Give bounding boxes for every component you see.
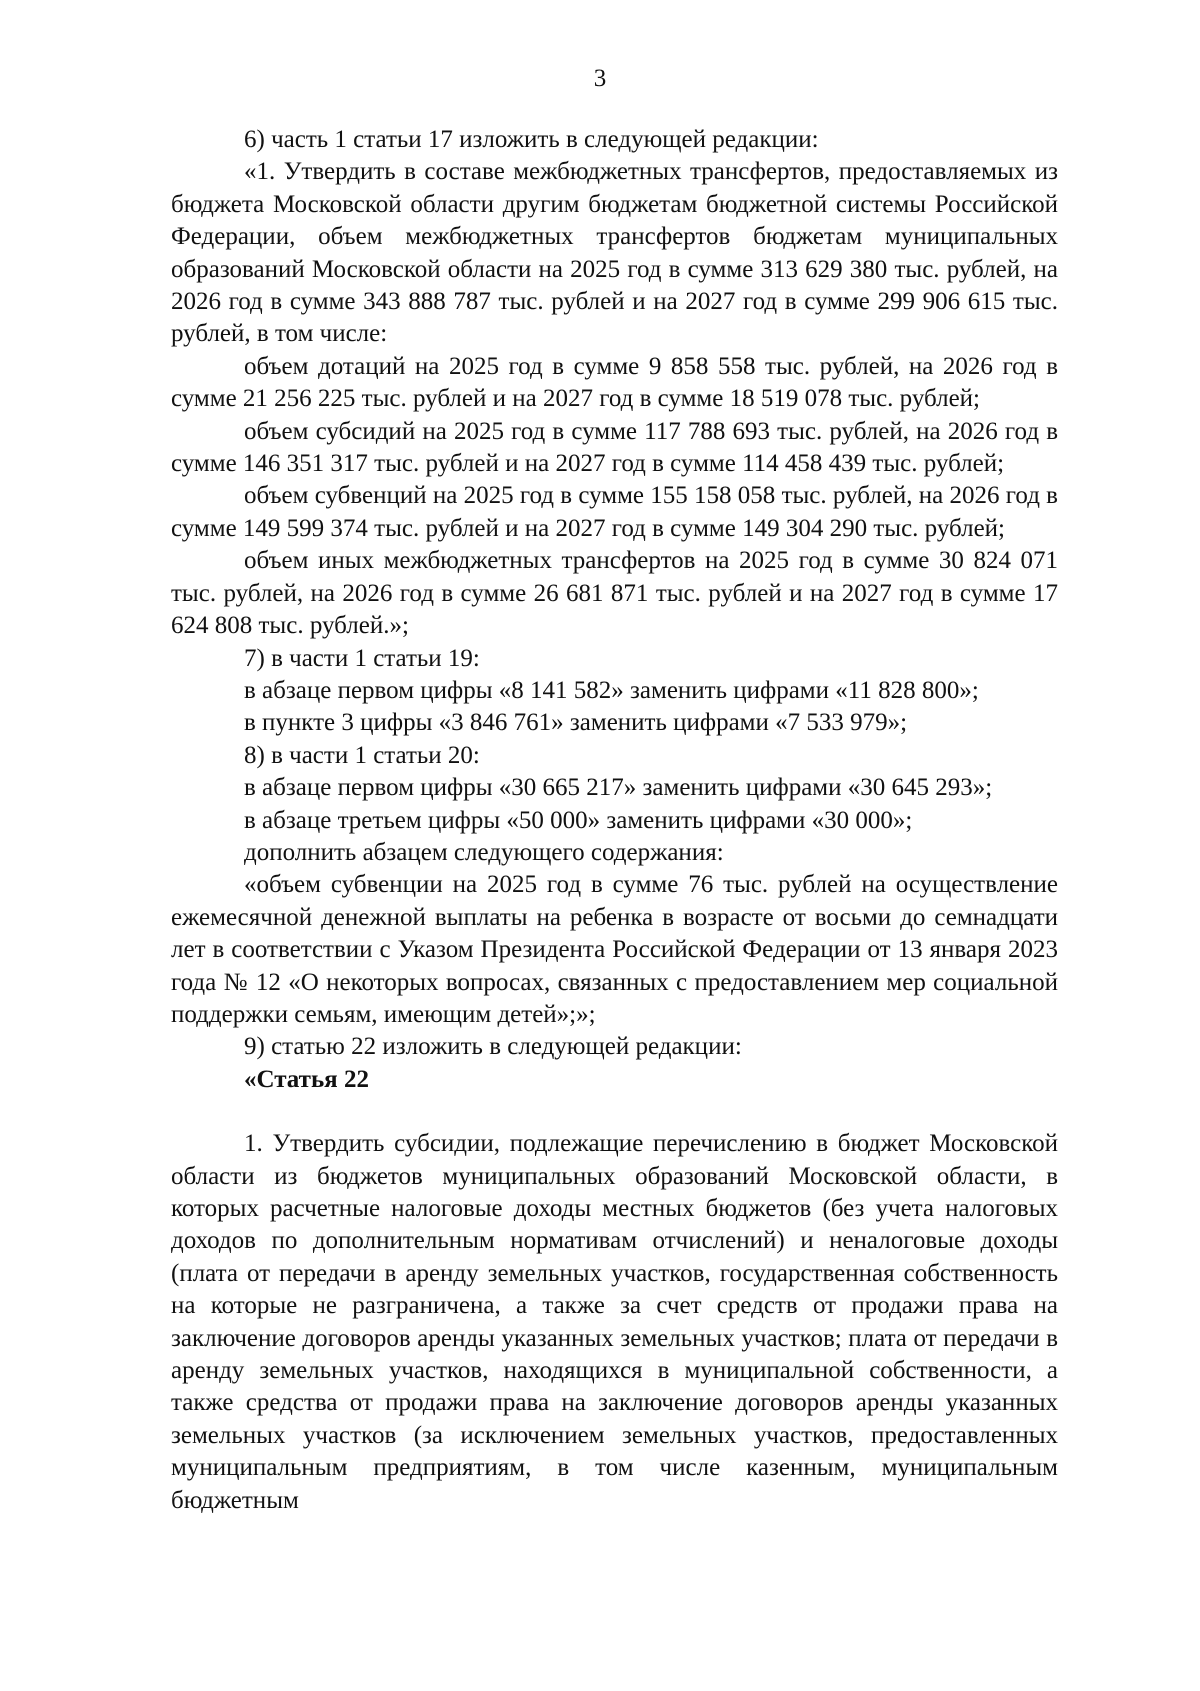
paragraph-item-9: 9) статью 22 изложить в следующей редакции: <box>244 1033 742 1061</box>
paragraph-subvention-76: «объем субвенции на 2025 год в сумме 76 тыс. рублей на осуществление ежемесячной денежной выплаты на ребенка в возрасте от восьми до семнадцати лет в соответствии с Указом Президента Российской Федерации от 13 января 2023 года № 12 «О некоторых вопросах, связанных с предоставлением мер социальной поддержки семьям, имеющим детей»;»; <box>171 871 1058 1028</box>
paragraph-item-8: 8) в части 1 статьи 20: <box>244 741 480 769</box>
paragraph-item-8-supplement: дополнить абзацем следующего содержания: <box>244 838 724 866</box>
paragraph-item-6: 6) часть 1 статьи 17 изложить в следующей редакции: <box>244 126 819 153</box>
paragraph-item-7-point-3: в пункте 3 цифры «3 846 761» заменить цифрами «7 533 979»; <box>244 709 908 737</box>
paragraph-item-7: 7) в части 1 статьи 19: <box>244 644 480 672</box>
paragraph-article-22-point-1: 1. Утвердить субсидии, подлежащие перечислению в бюджет Московской области из бюджетов муниципальных образований Московской области, в которых расчетные налоговые доходы местных бюджетов (без учета налоговых доходов по дополнительным нормативам отчислений) и неналоговые доходы (плата от передачи в аренду земельных участков, государственная собственность на которые не разграничена, а также за счет средств от продажи права на заключение договоров аренды указанных земельных участков; плата от передачи в аренду земельных участков, находящихся в муниципальной собственности, а также средства от продажи права на заключение договоров аренды указанных земельных участков (за исключением земельных участков, предоставленных муниципальным предприятиям, в том числе казенным, муниципальным бюджетным <box>171 1130 1058 1514</box>
article-22-heading: «Статья 22 <box>244 1065 369 1093</box>
paragraph-item-8-first: в абзаце первом цифры «30 665 217» заменить цифрами «30 645 293»; <box>244 774 993 802</box>
paragraph-item-7-first: в абзаце первом цифры «8 141 582» заменить цифрами «11 828 800»; <box>244 676 979 704</box>
paragraph-article-17-part-1: «1. Утвердить в составе межбюджетных трансфертов, предоставляемых из бюджета Московской области другим бюджетам бюджетной системы Российской Федерации, объем межбюджетных трансфертов бюджетам муниципальных образований Московской области на 2025 год в сумме 313 629 380 тыс. рублей, на 2026 год в сумме 343 888 787 тыс. рублей и на 2027 год в сумме 299 906 615 тыс. рублей, в том числе: <box>171 158 1058 348</box>
paragraph-item-8-third: в абзаце третьем цифры «50 000» заменить цифрами «30 000»; <box>244 806 913 834</box>
paragraph-subsidies-grants: объем дотаций на 2025 год в сумме 9 858 558 тыс. рублей, на 2026 год в сумме 21 256 225 тыс. рублей и на 2027 год в сумме 18 519 078 тыс. рублей; <box>171 352 1058 413</box>
document-body <box>171 124 1058 1517</box>
blank-line <box>171 1096 1058 1128</box>
paragraph-subsidies: объем субсидий на 2025 год в сумме 117 788 693 тыс. рублей, на 2026 год в сумме 146 351 317 тыс. рублей и на 2027 год в сумме 114 458 439 тыс. рублей; <box>171 417 1058 478</box>
page-number: 3 <box>593 65 607 92</box>
paragraph-subventions: объем субвенций на 2025 год в сумме 155 158 058 тыс. рублей, на 2026 год в сумме 149 599 374 тыс. рублей и на 2027 год в сумме 149 304 290 тыс. рублей; <box>171 482 1058 542</box>
paragraph-other-transfers: объем иных межбюджетных трансфертов на 2025 год в сумме 30 824 071 тыс. рублей, на 2026 год в сумме 26 681 871 тыс. рублей и на 2027 год в сумме 17 624 808 тыс. рублей.»; <box>171 547 1058 640</box>
